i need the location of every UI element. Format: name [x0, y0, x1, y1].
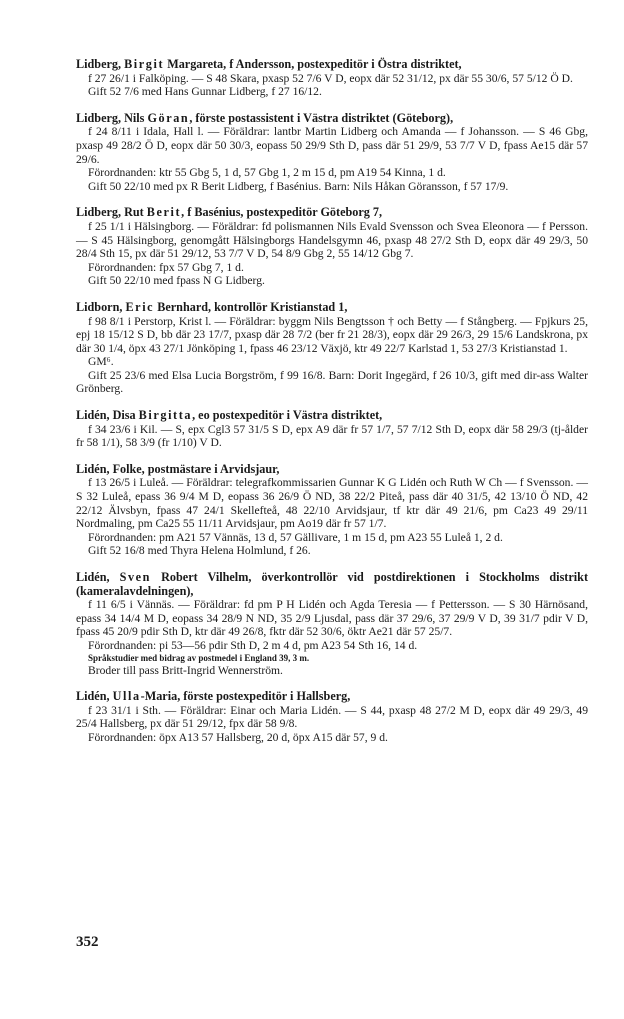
entry-text: f 27 26/1 i Falköping. — S 48 Skara, pxasp 52 7/6 V D, eopx där 52 31/12, px där 55 30/6, 57 5/12 Ö D. [88, 71, 573, 85]
entry-heading: Lidborn, Eric Bernhard, kontrollör Kristianstad 1, [76, 299, 348, 314]
entry-appointments: Förordnanden: ktr 55 Gbg 5, 1 d, 57 Gbg 1, 2 m 15 d, pm A19 54 Kinna, 1 d. [88, 166, 446, 180]
entry-appointments: Förordnanden: pm A21 57 Vännäs, 13 d, 57 Gällivare, 1 m 15 d, pm A23 55 Luleå 1, 2 d. [88, 530, 503, 544]
entry-text: f 24 8/11 i Idala, Hall l. — Föräldrar: lantbr Martin Lidberg och Amanda — f Johansson. — S 46 Gbg, pxasp 49 28/2 Ö D, eopx där 50 30/3, eopass 50 29/9 Sth D, pass där 51 29/9, 53 7/7 V D, fpass Ae15 där 57 29/6. [76, 125, 588, 166]
entry-text: f 23 31/1 i Sth. — Föräldrar: Einar och Maria Lidén. — S 44, pxasp 48 27/2 M D, eopx där 49 29/3, 49 25/4 Hallsberg, px där 51 29/12, fpx där 58 9/8. [76, 703, 588, 731]
entry-text: f 11 6/5 i Vännäs. — Föräldrar: fd pm P H Lidén och Agda Teresia — f Pettersson. — S 30 Härnösand, epass 34 14/4 M D, eopass 34 28/9 N ND, 35 2/9 Ljusdal, pass där 37 29/6, 37 29/9 V D, 39 31/7 pdir V D, fpass 45 20/9 pdir Sth D, ktr där 49 26/8, fktr där 52 30/6, öktr Ae21 där 57 25/7. [76, 598, 588, 639]
entry-lidberg-berit [76, 206, 588, 288]
entry-text: f 13 26/5 i Luleå. — Föräldrar: telegrafkommissarien Gunnar K G Lidén och Ruth W Ch — f Svensson. — S 32 Luleå, epass 36 9/4 M D, eopass 36 26/9 Ö ND, 38 22/2 Piteå, pass där 40 31/5, 42 13/10 Ö ND, 42 22/12 Älvsbyn, fpass 47 24/1 Skellefteå, 48 22/10 Arvidsjaur, tf ktr där 49 21/6, pm Ca23 49 29/11 Nordmaling, pm Ca25 55 11/11 Arvidsjaur, pm Ao19 där fr 57 1/7. [76, 476, 588, 531]
entry-marriage: Gift 52 16/8 med Thyra Helena Holmlund, f 26. [88, 544, 311, 558]
entry-heading: Lidberg, Rut Berit, f Basénius, postexpeditör Göteborg 7, [76, 205, 383, 220]
entry-lidborn-eric [76, 301, 588, 396]
entry-liden-sven [76, 571, 588, 677]
entry-appointments: Förordnanden: fpx 57 Gbg 7, 1 d. [88, 260, 244, 274]
entry-appointments: Förordnanden: öpx A13 57 Hallsberg, 20 d, öpx A15 där 57, 9 d. [88, 730, 388, 744]
entry-liden-disa [76, 409, 588, 450]
entry-liden-folke [76, 463, 588, 558]
entry-heading: Lidén, Disa Birgitta, eo postexpeditör i Västra distriktet, [76, 408, 383, 423]
entry-heading: Lidén, Sven Robert Vilhelm, överkontrollör vid postdirektionen i Stockholms distrikt (kameralavdelningen), [76, 570, 588, 598]
entry-language-studies: Språkstudier med bidrag av postmedel i England 39, 3 m. [88, 652, 310, 663]
entry-text: f 25 1/1 i Hälsingborg. — Föräldrar: fd polismannen Nils Evald Svensson och Svea Eleonora — f Persson. — S 45 Hälsingborg, genomgått Hälsingborgs Handelsgymn 46, pxasp 48 27/2 Sth D, eopx där 49 29/3, 50 28/4 Sth 15, px där 51 29/12, 53 7/7 V D, 54 8/9 Gbg 2, 55 14/12 Gbg 7. [76, 219, 588, 261]
entry-marriage: Gift 50 22/10 med fpass N G Lidberg. [88, 274, 265, 288]
entry-liden-ulla-maria [76, 690, 588, 744]
entry-marriage: Gift 52 7/6 med Hans Gunnar Lidberg, f 27 16/12. [88, 85, 322, 99]
entry-relation: Broder till pass Britt-Ingrid Wennerström. [88, 663, 283, 677]
entry-heading: Lidberg, Birgit Margareta, f Andersson, postexpeditör i Östra distriktet, [76, 57, 462, 71]
entry-text: f 98 8/1 i Perstorp, Krist l. — Föräldrar: byggm Nils Bengtsson † och Betty — f Stångberg. — Fpjkurs 25, epj 18 15/12 S D, bb där 23 17/7, pxasp där 28 7/2 (ber fr 21 28/3), eopx där 29 26/3, 29 15/6 Landskrona, px där 30 1/4, öpx 43 27/1 Jönköping 1, fpass 46 23/12 Växjö, ktr 49 22/7 Karlstad 1, 53 27/3 Kristianstad 1. [76, 314, 588, 355]
entry-lidberg-birgit [76, 58, 588, 99]
entry-heading: Lidberg, Nils Göran, förste postassistent i Västra distriktet (Göteborg), [76, 110, 454, 125]
entry-appointments: Förordnanden: pi 53—56 pdir Sth D, 2 m 4 d, pm A23 54 Sth 16, 14 d. [88, 638, 418, 652]
entry-decoration: GM⁶. [88, 355, 114, 369]
entry-lidberg-goran [76, 112, 588, 194]
entry-text: f 34 23/6 i Kil. — S, epx Cgl3 57 31/5 S D, epx A9 där fr 57 1/7, 57 7/12 Sth D, eopx där 58 29/3 (tj-ålder fr 58 1/1), 58 3/9 (fr 1/10) V D. [76, 422, 588, 450]
document-page [76, 58, 588, 758]
entry-heading: Lidén, Folke, postmästare i Arvidsjaur, [76, 461, 280, 476]
page-number: 352 [76, 934, 99, 950]
entry-heading: Lidén, Ulla-Maria, förste postexpeditör i Hallsberg, [76, 689, 351, 704]
entry-marriage: Gift 50 22/10 med px R Berit Lidberg, f Basénius. Barn: Nils Håkan Göransson, f 57 17/9. [88, 179, 509, 193]
entry-marriage: Gift 25 23/6 med Elsa Lucia Borgström, f 99 16/8. Barn: Dorit Ingegärd, f 26 10/3, gift med dir-ass Walter Grönberg. [76, 368, 588, 396]
